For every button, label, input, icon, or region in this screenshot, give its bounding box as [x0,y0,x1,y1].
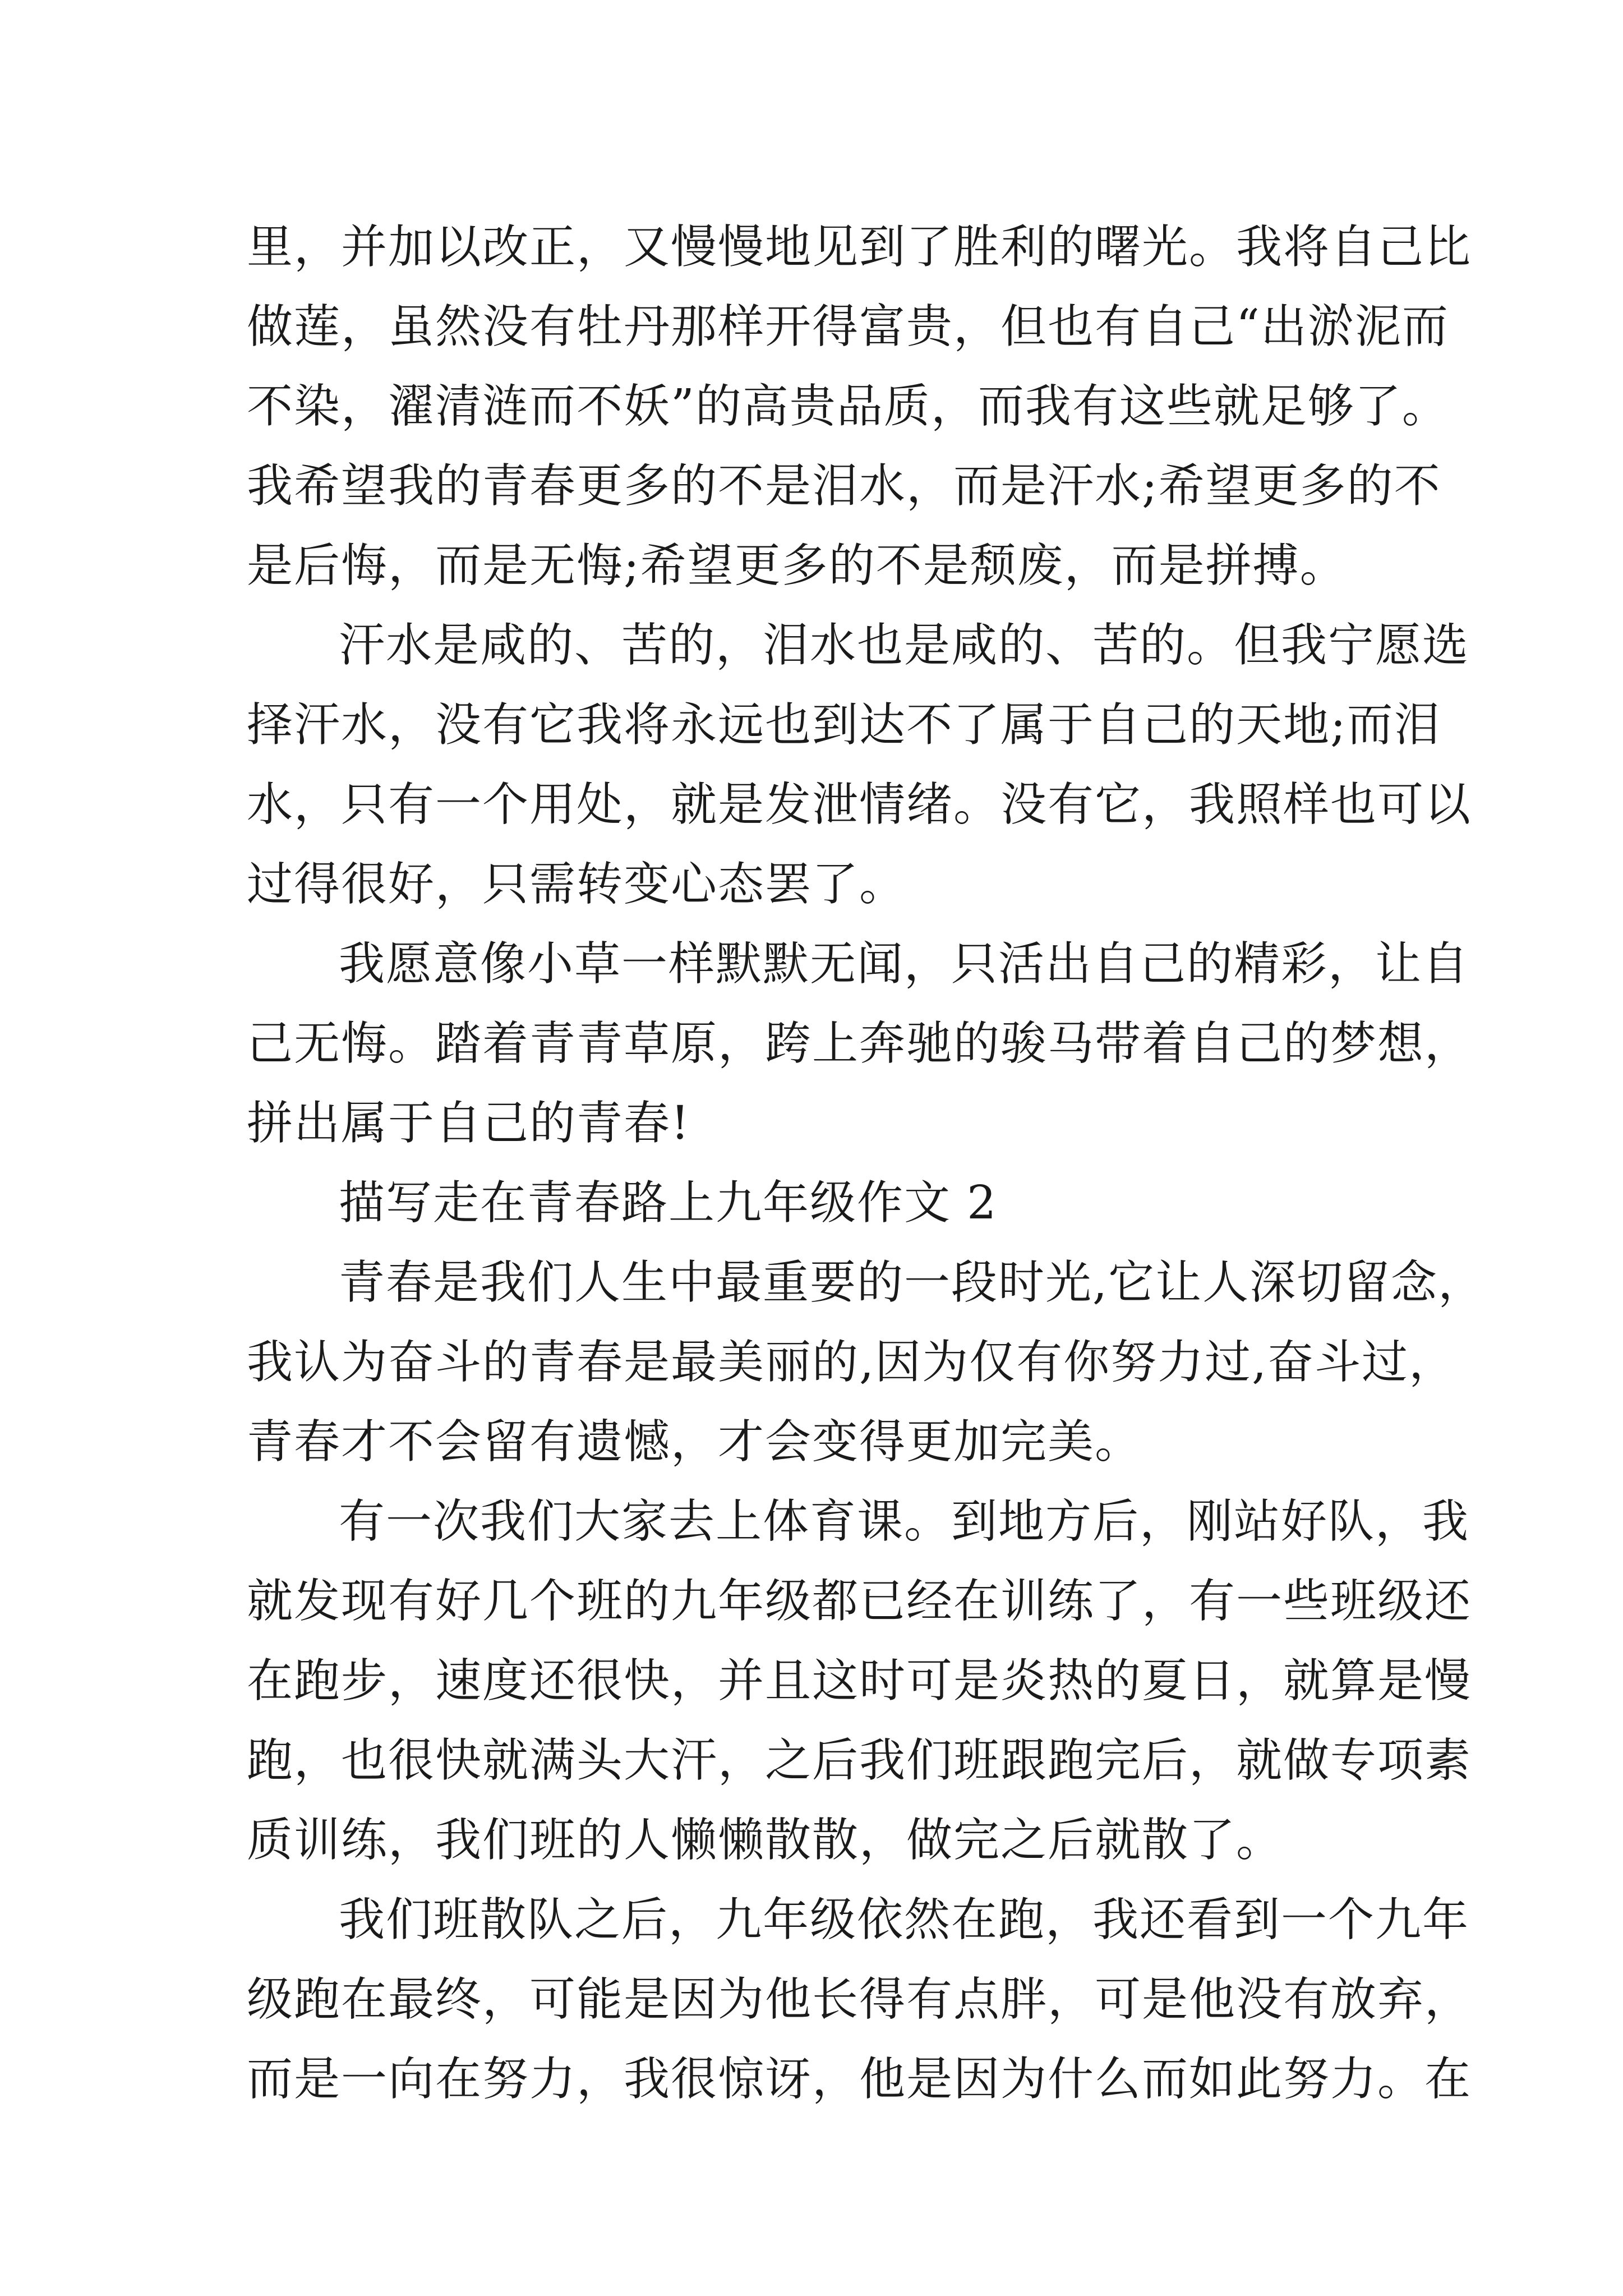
text-line: 水，只有一个用处，就是发泄情绪。没有它，我照样也可以 [247,778,1472,831]
paragraph-first-line: 青春是我们人生中最重要的一段时光,它让人深切留念， [339,1256,1486,1309]
text-line: 择汗水，没有它我将永远也到达不了属于自己的天地;而泪 [247,698,1441,752]
text-line: 做莲，虽然没有牡丹那样开得富贵，但也有自己“出淤泥而 [247,300,1449,353]
text-line: 而是一向在努力，我很惊讶，他是因为什么而如此努力。在 [247,2053,1472,2106]
document-body [247,208,1486,2119]
text-line: 拼出属于自己的青春! [247,1097,690,1150]
section-title: 描写走在青春路上九年级作文 2 [339,1176,998,1230]
text-line: 是后悔，而是无悔;希望更多的不是颓废，而是拼搏。 [247,539,1347,592]
text-line: 跑，也很快就满头大汗，之后我们班跟跑完后，就做专项素 [247,1734,1472,1787]
text-line: 过得很好，只需转变心态罢了。 [247,858,907,911]
text-line: 就发现有好几个班的九年级都已经在训练了，有一些班级还 [247,1575,1472,1628]
text-line: 里，并加以改正，又慢慢地见到了胜利的曙光。我将自己比 [247,220,1472,274]
text-line: 己无悔。踏着青青草原，跨上奔驰的骏马带着自己的梦想， [247,1017,1472,1070]
text-line: 质训练，我们班的人懒懒散散，做完之后就散了。 [247,1814,1284,1867]
paragraph-first-line: 我们班散队之后，九年级依然在跑，我还看到一个九年 [339,1893,1470,1947]
paragraph-first-line: 我愿意像小草一样默默无闻，只活出自己的精彩，让自 [339,937,1470,991]
text-line: 青春才不会留有遗憾，才会变得更加完美。 [247,1415,1142,1469]
text-line: 我希望我的青春更多的不是泪水，而是汗水;希望更多的不 [247,459,1441,513]
text-line: 不染，濯清涟而不妖”的高贵品质，而我有这些就足够了。 [247,380,1449,433]
paragraph-first-line: 汗水是咸的、苦的，泪水也是咸的、苦的。但我宁愿选 [339,619,1470,672]
paragraph-first-line: 有一次我们大家去上体育课。到地方后，刚站好队，我 [339,1495,1470,1548]
text-line: 在跑步，速度还很快，并且这时可是炎热的夏日，就算是慢 [247,1654,1472,1708]
text-line: 我认为奋斗的青春是最美丽的,因为仅有你努力过,奋斗过， [247,1336,1456,1389]
text-line: 级跑在最终，可能是因为他长得有点胖，可是他没有放弃， [247,1973,1472,2026]
